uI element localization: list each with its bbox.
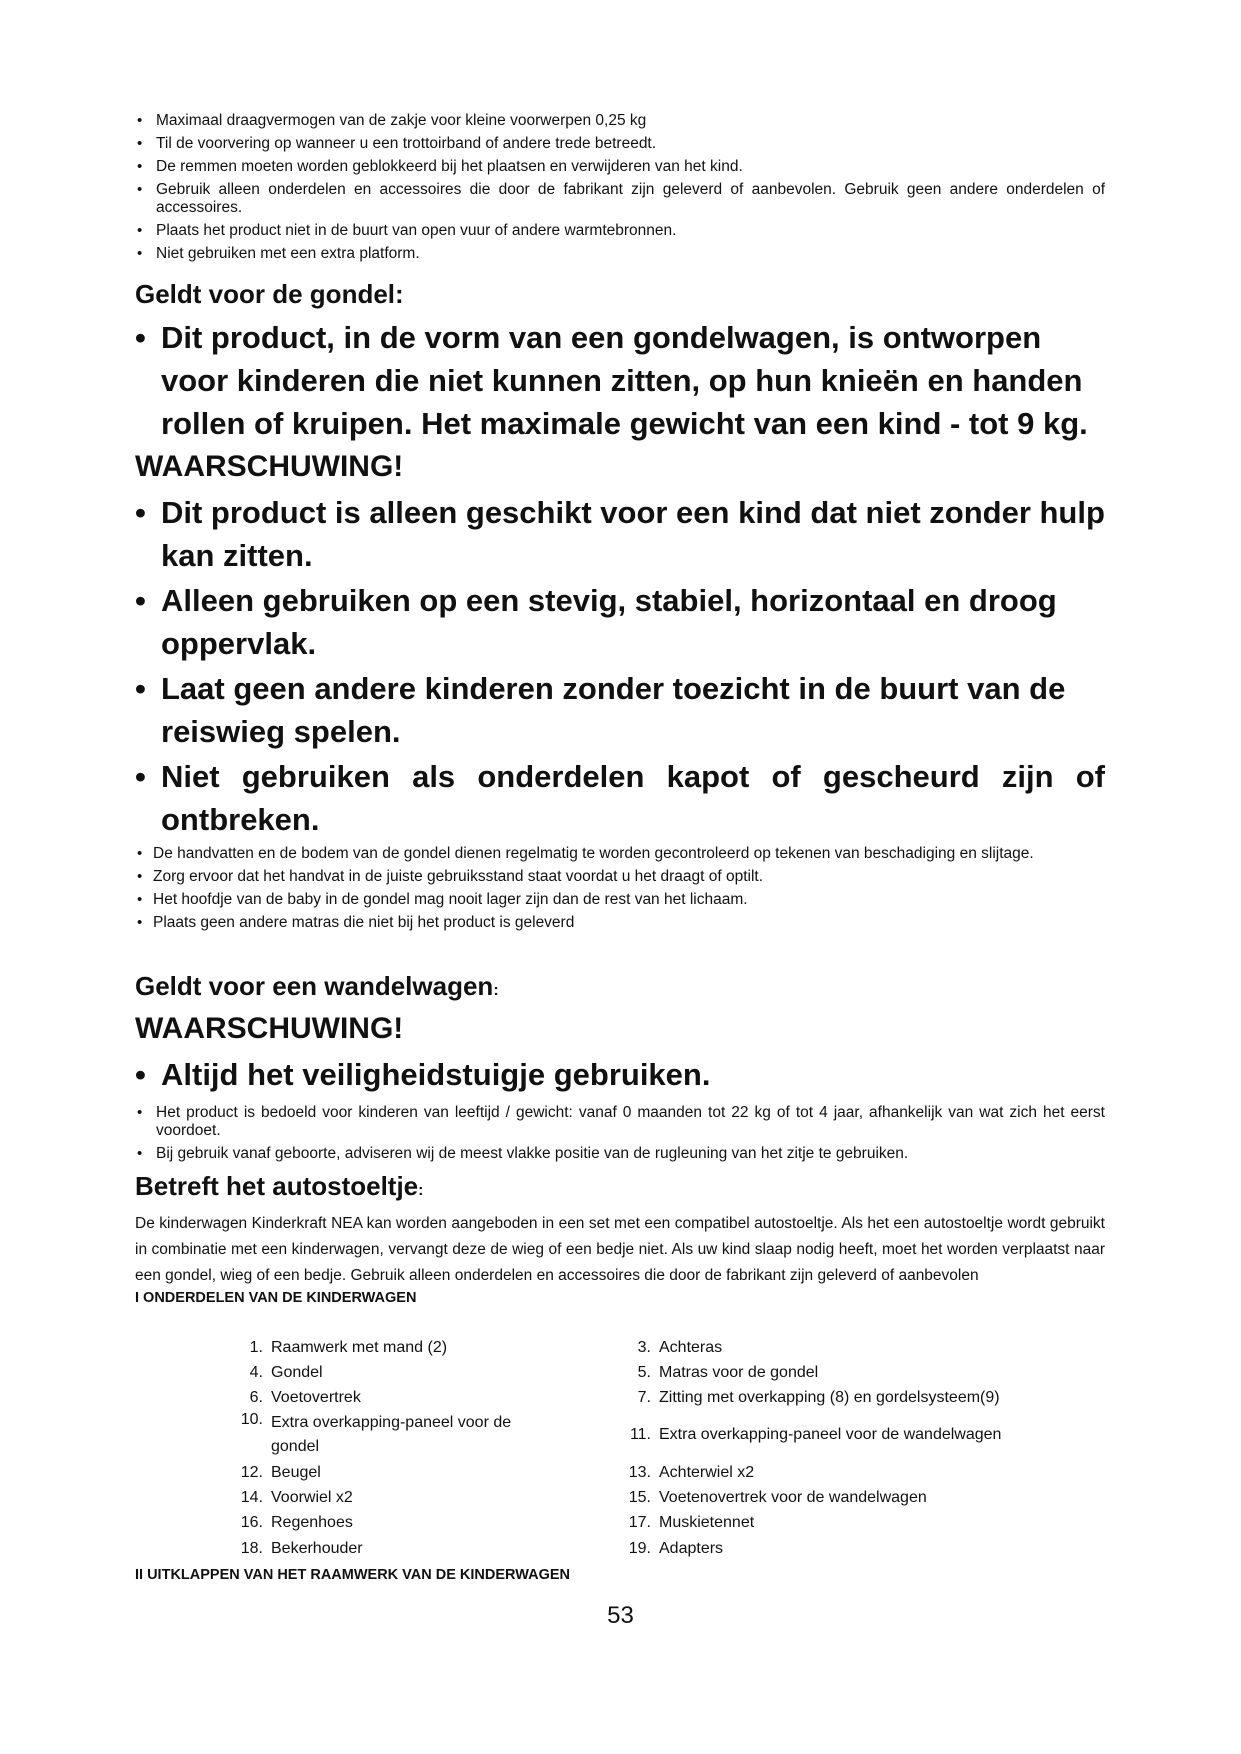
part-label: Achterwiel x2	[659, 1463, 755, 1481]
part-label: Voetenovertrek voor de wandelwagen	[659, 1488, 927, 1506]
part-number: 13.	[628, 1463, 651, 1481]
part-label: Achteras	[659, 1338, 723, 1356]
part-label: Voetovertrek	[271, 1388, 361, 1406]
part-label: Adapters	[659, 1540, 724, 1557]
list-item: • Niet gebruiken als onderdelen kapot of gescheurd zijn of ontbreken.	[135, 755, 1105, 841]
part-left	[135, 1339, 605, 1357]
gondel-small-list	[135, 845, 1105, 932]
autostoeltje-paragraph: De kinderwagen Kinderkraft NEA kan worden aangeboden in een set met een compatibel autostoeltje. Als het een autostoeltje wordt gebruikt in combinatie met een kinderwagen, vervangt deze de wieg of een bedje niet. Als uw kind slaap nodig heeft, moet het worden verplaatst naar een gondel, wieg of een bedje. Gebruik alleen onderdelen en accessoires die door de fabrikant zijn geleverd of aanbevolen	[135, 1215, 1105, 1284]
top-bullet-list	[135, 112, 1105, 263]
part-left	[135, 1389, 605, 1407]
autostoeltje-heading-text: Betreft het autostoeltje	[135, 1171, 419, 1201]
wandelwagen-heading-colon: :	[493, 982, 499, 999]
part-right	[605, 1489, 1125, 1507]
part-number: 6.	[249, 1388, 263, 1406]
list-item: • Dit product, in de vorm van een gondelwagen, is ontworpen voor kinderen die niet kunnen zitten, op hun knieën en handen rollen of kruipen. Het maximale gewicht van een kind - tot 9 kg.	[135, 316, 1105, 445]
list-item: • Het product is bedoeld voor kinderen van leeftijd / gewicht: vanaf 0 maanden tot 22 kg of tot 4 jaar, afhankelijk van wat zich het eerst voordoet.	[135, 1104, 1105, 1140]
table-row	[135, 1360, 1125, 1385]
wandelwagen-section	[135, 970, 1105, 1168]
part-number: 19.	[628, 1540, 651, 1557]
table-row	[135, 1385, 1125, 1410]
part-right	[605, 1464, 1125, 1482]
section-ii-heading: II UITKLAPPEN VAN HET RAAMWERK VAN DE KINDERWAGEN	[135, 1567, 571, 1583]
autostoeltje-heading	[135, 1170, 1105, 1207]
table-row	[135, 1460, 1125, 1485]
table-row	[135, 1335, 1125, 1360]
top-bullet-section	[135, 112, 1105, 268]
autostoeltje-section	[135, 1170, 1105, 1307]
list-item: • Gebruik alleen onderdelen en accessoires die door de fabrikant zijn geleverd of aanbevolen. Gebruik geen andere onderdelen of accessoires.	[135, 181, 1105, 217]
list-item: • Laat geen andere kinderen zonder toezicht in de buurt van de reiswieg spelen.	[135, 667, 1105, 753]
list-item: • Dit product is alleen geschikt voor een kind dat niet zonder hulp kan zitten.	[135, 491, 1105, 577]
part-number: 12.	[240, 1463, 263, 1481]
part-number: 4.	[249, 1363, 263, 1381]
part-label: Raamwerk met mand (2)	[271, 1338, 448, 1356]
table-row	[135, 1535, 1125, 1563]
part-number: 18.	[240, 1540, 263, 1557]
part-label: Beugel	[271, 1463, 321, 1481]
wandelwagen-small-list	[135, 1104, 1105, 1163]
part-number: 16.	[240, 1513, 263, 1531]
gondel-intro-list	[135, 316, 1105, 445]
part-label: Matras voor de gondel	[659, 1363, 819, 1381]
list-item: • Alleen gebruiken op een stevig, stabiel, horizontaal en droog oppervlak.	[135, 579, 1105, 665]
part-label: Gondel	[271, 1363, 323, 1381]
list-item: • Zorg ervoor dat het handvat in de juiste gebruiksstand staat voordat u het draagt of optilt.	[135, 868, 1105, 886]
part-label: Bekerhouder	[271, 1540, 363, 1557]
list-item: • Altijd het veiligheidstuigje gebruiken.	[135, 1053, 1105, 1096]
gondel-warning-heading: WAARSCHUWING!	[135, 450, 404, 483]
part-number: 10.	[240, 1411, 263, 1428]
part-label: Muskietennet	[659, 1513, 755, 1531]
parts-heading: I ONDERDELEN VAN DE KINDERWAGEN	[135, 1290, 417, 1306]
part-number: 1.	[249, 1338, 263, 1356]
table-row	[135, 1510, 1125, 1535]
autostoeltje-heading-colon: :	[418, 1182, 424, 1199]
part-number: 15.	[628, 1488, 651, 1506]
list-item: • De remmen moeten worden geblokkeerd bij het plaatsen en verwijderen van het kind.	[135, 158, 1105, 176]
page-number: 53	[607, 1602, 634, 1629]
list-item: • De handvatten en de bodem van de gondel dienen regelmatig te worden gecontroleerd op tekenen van beschadiging en slijtage.	[135, 845, 1105, 863]
part-left	[135, 1364, 605, 1382]
part-number: 7.	[637, 1388, 651, 1406]
list-item: • Bij gebruik vanaf geboorte, adviseren wij de meest vlakke positie van de rugleuning van het zitje te gebruiken.	[135, 1145, 1105, 1163]
part-number: 14.	[240, 1488, 263, 1506]
part-right	[605, 1426, 1125, 1444]
table-row	[135, 1410, 1125, 1460]
part-number: 17.	[628, 1513, 651, 1531]
gondel-warning-list	[135, 491, 1105, 841]
part-label: Regenhoes	[271, 1513, 353, 1531]
list-item: • Til de voorvering op wanneer u een trottoirband of andere trede betreedt.	[135, 135, 1105, 153]
list-item: • Het hoofdje van de baby in de gondel mag nooit lager zijn dan de rest van het lichaam.	[135, 891, 1105, 909]
part-label: Voorwiel x2	[271, 1488, 353, 1506]
list-item: • Niet gebruiken met een extra platform.	[135, 245, 1105, 263]
part-label: Extra overkapping-paneel voor de gondel	[271, 1414, 512, 1455]
part-right	[605, 1514, 1125, 1532]
gondel-heading: Geldt voor de gondel:	[135, 279, 404, 309]
part-label: Zitting met overkapping (8) en gordelsysteem(9)	[659, 1388, 1000, 1406]
part-left	[135, 1411, 605, 1459]
part-number: 11.	[629, 1426, 651, 1443]
part-left	[135, 1489, 605, 1507]
wandelwagen-warning-list	[135, 1053, 1105, 1096]
part-left	[135, 1514, 605, 1532]
wandelwagen-heading-text: Geldt voor een wandelwagen	[135, 971, 494, 1001]
part-right	[605, 1540, 1125, 1558]
gondel-section	[135, 278, 1105, 937]
part-right	[605, 1364, 1125, 1382]
part-right	[605, 1339, 1125, 1357]
part-right	[605, 1389, 1125, 1407]
list-item: • Plaats geen andere matras die niet bij het product is geleverd	[135, 914, 1105, 932]
wandelwagen-warning-heading: WAARSCHUWING!	[135, 1012, 404, 1045]
part-left	[135, 1464, 605, 1482]
part-number: 3.	[637, 1338, 651, 1356]
list-item: • Maximaal draagvermogen van de zakje voor kleine voorwerpen 0,25 kg	[135, 112, 1105, 130]
table-row	[135, 1485, 1125, 1510]
list-item: • Plaats het product niet in de buurt van open vuur of andere warmtebronnen.	[135, 222, 1105, 240]
part-label: Extra overkapping-paneel voor de wandelwagen	[659, 1426, 1002, 1443]
wandelwagen-heading	[135, 970, 1105, 1007]
part-left	[135, 1540, 605, 1558]
parts-list	[135, 1335, 1125, 1563]
part-number: 5.	[637, 1363, 651, 1381]
